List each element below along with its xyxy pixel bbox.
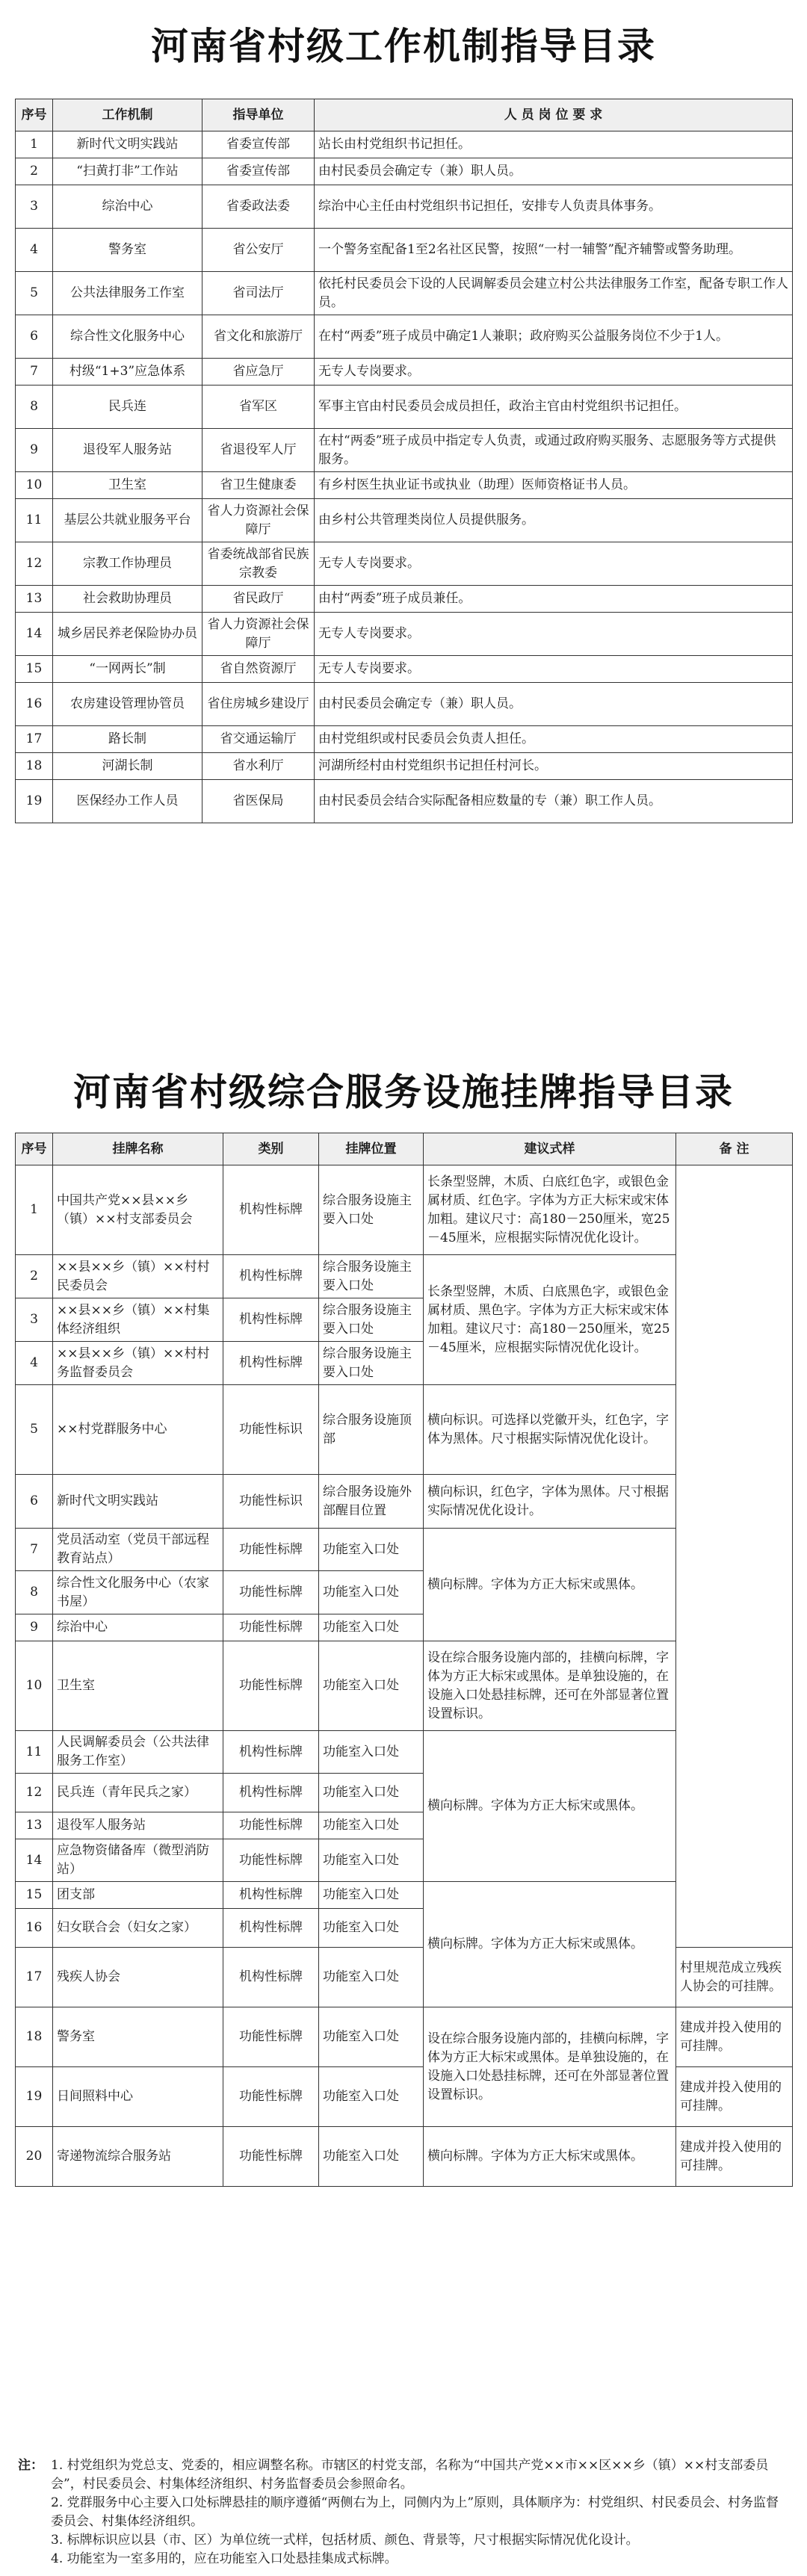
mechanism-name: 社会救助协理员 bbox=[53, 586, 202, 613]
sign-name: 退役军人服务站 bbox=[53, 1812, 223, 1839]
mechanism-name: 基层公共就业服务平台 bbox=[53, 499, 202, 542]
sign-category: 功能性标牌 bbox=[223, 2007, 319, 2067]
table-row bbox=[16, 1165, 793, 1255]
guiding-unit: 省应急厅 bbox=[202, 359, 315, 386]
table-row bbox=[16, 542, 793, 586]
header2-no: 序号 bbox=[16, 1133, 53, 1165]
sign-position: 功能室入口处 bbox=[319, 2127, 424, 2187]
staff-requirement: 无专人专岗要求。 bbox=[315, 613, 793, 656]
staff-requirement: 由村民委员会结合实际配备相应数量的专（兼）职工作人员。 bbox=[315, 780, 793, 823]
sign-name: 综合性文化服务中心（农家书屋） bbox=[53, 1571, 223, 1614]
row-number: 16 bbox=[16, 1909, 53, 1948]
mechanism-name: 警务室 bbox=[53, 229, 202, 272]
header2-category: 类别 bbox=[223, 1133, 319, 1165]
guiding-unit: 省委政法委 bbox=[202, 185, 315, 229]
staff-requirement: 有乡村医生执业证书或执业（助理）医师资格证书人员。 bbox=[315, 472, 793, 499]
table-row bbox=[16, 315, 793, 359]
guiding-unit: 省水利厅 bbox=[202, 753, 315, 780]
sign-position: 综合服务设施主要入口处 bbox=[319, 1255, 424, 1298]
remark-cell: 建成并投入使用的可挂牌。 bbox=[676, 2127, 793, 2187]
staff-requirement: 由村民委员会确定专（兼）职人员。 bbox=[315, 683, 793, 726]
sign-category: 功能性标牌 bbox=[223, 1614, 319, 1641]
sign-position: 综合服务设施主要入口处 bbox=[319, 1298, 424, 1342]
row-number: 2 bbox=[16, 1255, 53, 1298]
row-number: 5 bbox=[16, 272, 53, 315]
staff-requirement: 一个警务室配备1至2名社区民警，按照“一村一辅警”配齐辅警或警务助理。 bbox=[315, 229, 793, 272]
header-mechanism: 工作机制 bbox=[53, 99, 202, 131]
sign-name: 团支部 bbox=[53, 1882, 223, 1909]
notes-section bbox=[18, 2456, 788, 2569]
row-number: 13 bbox=[16, 586, 53, 613]
row-number: 5 bbox=[16, 1385, 53, 1475]
guiding-unit: 省文化和旅游厅 bbox=[202, 315, 315, 359]
table-row bbox=[16, 780, 793, 823]
guiding-unit: 省医保局 bbox=[202, 780, 315, 823]
mechanism-name: 城乡居民养老保险协办员 bbox=[53, 613, 202, 656]
staff-requirement: 军事主官由村民委员会成员担任，政治主官由村党组织书记担任。 bbox=[315, 386, 793, 429]
sign-name: 日间照料中心 bbox=[53, 2067, 223, 2127]
guiding-unit: 省人力资源社会保障厅 bbox=[202, 499, 315, 542]
sign-name: 中国共产党××县××乡（镇）××村支部委员会 bbox=[53, 1165, 223, 1255]
sign-name: 妇女联合会（妇女之家） bbox=[53, 1909, 223, 1948]
notes-label: 注： bbox=[18, 2458, 43, 2473]
sign-category: 功能性标牌 bbox=[223, 2127, 319, 2187]
note-text: 1. 村党组织为党总支、党委的，相应调整名称。市辖区的村党支部，名称为“中国共产党××市××区××乡（镇）××村支部委员会”，村民委员会、村集体经济组织、村务监督委员会参照命名。 bbox=[51, 2458, 769, 2492]
row-number: 17 bbox=[16, 726, 53, 753]
table-row bbox=[16, 656, 793, 683]
sign-position: 综合服务设施主要入口处 bbox=[319, 1342, 424, 1385]
table-row bbox=[16, 359, 793, 386]
guiding-unit: 省住房城乡建设厅 bbox=[202, 683, 315, 726]
work-mechanism-table bbox=[15, 99, 793, 823]
row-number: 4 bbox=[16, 1342, 53, 1385]
remark-cell: 村里规范成立残疾人协会的可挂牌。 bbox=[676, 1948, 793, 2007]
table-row bbox=[16, 386, 793, 429]
table-row bbox=[16, 229, 793, 272]
sign-category: 机构性标牌 bbox=[223, 1882, 319, 1909]
sign-category: 机构性标牌 bbox=[223, 1731, 319, 1774]
staff-requirement: 由乡村公共管理类岗位人员提供服务。 bbox=[315, 499, 793, 542]
row-number: 14 bbox=[16, 613, 53, 656]
table1-header-row bbox=[16, 99, 793, 131]
sign-category: 功能性标牌 bbox=[223, 1839, 319, 1882]
note-item bbox=[18, 2456, 788, 2494]
header-no: 序号 bbox=[16, 99, 53, 131]
sign-category: 机构性标牌 bbox=[223, 1255, 319, 1298]
table-row bbox=[16, 2007, 793, 2067]
row-number: 10 bbox=[16, 472, 53, 499]
row-number: 15 bbox=[16, 656, 53, 683]
guiding-unit: 省交通运输厅 bbox=[202, 726, 315, 753]
table-row bbox=[16, 613, 793, 656]
sign-position: 功能室入口处 bbox=[319, 1529, 424, 1571]
sign-name: 警务室 bbox=[53, 2007, 223, 2067]
mechanism-name: “一网两长”制 bbox=[53, 656, 202, 683]
guiding-unit: 省委统战部省民族宗教委 bbox=[202, 542, 315, 586]
table-row bbox=[16, 586, 793, 613]
suggested-style: 横向标牌。字体为方正大标宋或黑体。 bbox=[424, 1882, 676, 2007]
row-number: 18 bbox=[16, 2007, 53, 2067]
staff-requirement: 站长由村党组织书记担任。 bbox=[315, 131, 793, 158]
sign-name: 人民调解委员会（公共法律服务工作室） bbox=[53, 1731, 223, 1774]
header2-remark: 备 注 bbox=[676, 1133, 793, 1165]
sign-category: 机构性标牌 bbox=[223, 1165, 319, 1255]
table-row bbox=[16, 185, 793, 229]
suggested-style: 横向标牌。字体为方正大标宋或黑体。 bbox=[424, 2127, 676, 2187]
sign-name: 民兵连（青年民兵之家） bbox=[53, 1774, 223, 1812]
suggested-style: 设在综合服务设施内部的，挂横向标牌，字体为方正大标宋或黑体。是单独设施的，在设施入口处悬挂标牌，还可在外部显著位置设置标识。 bbox=[424, 2007, 676, 2127]
sign-name: 卫生室 bbox=[53, 1641, 223, 1731]
sign-position: 功能室入口处 bbox=[319, 1909, 424, 1948]
row-number: 17 bbox=[16, 1948, 53, 2007]
row-number: 1 bbox=[16, 131, 53, 158]
mechanism-name: 综治中心 bbox=[53, 185, 202, 229]
mechanism-name: 卫生室 bbox=[53, 472, 202, 499]
staff-requirement: 综治中心主任由村党组织书记担任，安排专人负责具体事务。 bbox=[315, 185, 793, 229]
suggested-style: 长条型竖牌，木质、白底红色字，或银色金属材质、红色字。字体为方正大标宋或宋体加粗。建议尺寸：高180－250厘米，宽25－45厘米，应根据实际情况优化设计。 bbox=[424, 1165, 676, 1255]
row-number: 2 bbox=[16, 158, 53, 185]
row-number: 7 bbox=[16, 359, 53, 386]
sign-position: 功能室入口处 bbox=[319, 1812, 424, 1839]
mechanism-name: 路长制 bbox=[53, 726, 202, 753]
sign-name: 新时代文明实践站 bbox=[53, 1475, 223, 1529]
guiding-unit: 省公安厅 bbox=[202, 229, 315, 272]
sign-name: 综治中心 bbox=[53, 1614, 223, 1641]
sign-position: 功能室入口处 bbox=[319, 1882, 424, 1909]
guiding-unit: 省军区 bbox=[202, 386, 315, 429]
guiding-unit: 省退役军人厅 bbox=[202, 429, 315, 472]
sign-category: 功能性标牌 bbox=[223, 1641, 319, 1731]
suggested-style: 设在综合服务设施内部的，挂横向标牌，字体为方正大标宋或黑体。是单独设施的，在设施入口处悬挂标牌，还可在外部显著位置设置标识。 bbox=[424, 1641, 676, 1731]
sign-category: 机构性标牌 bbox=[223, 1774, 319, 1812]
row-number: 7 bbox=[16, 1529, 53, 1571]
sign-name: 应急物资储备库（微型消防站） bbox=[53, 1839, 223, 1882]
suggested-style: 横向标牌。字体为方正大标宋或黑体。 bbox=[424, 1731, 676, 1882]
row-number: 13 bbox=[16, 1812, 53, 1839]
sign-name: ××村党群服务中心 bbox=[53, 1385, 223, 1475]
sign-category: 功能性标牌 bbox=[223, 1571, 319, 1614]
table-row bbox=[16, 499, 793, 542]
table-row bbox=[16, 753, 793, 780]
row-number: 16 bbox=[16, 683, 53, 726]
guiding-unit: 省委宣传部 bbox=[202, 158, 315, 185]
sign-category: 功能性标识 bbox=[223, 1385, 319, 1475]
guiding-unit: 省人力资源社会保障厅 bbox=[202, 613, 315, 656]
header2-name: 挂牌名称 bbox=[53, 1133, 223, 1165]
row-number: 19 bbox=[16, 2067, 53, 2127]
table-row bbox=[16, 158, 793, 185]
table-row bbox=[16, 2067, 793, 2127]
row-number: 9 bbox=[16, 429, 53, 472]
sign-position: 功能室入口处 bbox=[319, 1731, 424, 1774]
sign-category: 机构性标牌 bbox=[223, 1298, 319, 1342]
table1-title: 河南省村级工作机制指导目录 bbox=[151, 25, 656, 68]
note-item: 4. 功能室为一室多用的，应在功能室入口处悬挂集成式标牌。 bbox=[51, 2551, 398, 2566]
suggested-style: 长条型竖牌，木质、白底黑色字，或银色金属材质、黑色字。字体为方正大标宋或宋体加粗。建议尺寸：高180－250厘米，宽25－45厘米，应根据实际情况优化设计。 bbox=[424, 1255, 676, 1385]
table-row bbox=[16, 2127, 793, 2187]
mechanism-name: 河湖长制 bbox=[53, 753, 202, 780]
sign-category: 功能性标牌 bbox=[223, 1812, 319, 1839]
sign-name: ××县××乡（镇）××村集体经济组织 bbox=[53, 1298, 223, 1342]
row-number: 15 bbox=[16, 1882, 53, 1909]
header-requirement: 人 员 岗 位 要 求 bbox=[315, 99, 793, 131]
row-number: 10 bbox=[16, 1641, 53, 1731]
staff-requirement: 依托村民委员会下设的人民调解委员会建立村公共法律服务工作室，配备专职工作人员。 bbox=[315, 272, 793, 315]
header2-position: 挂牌位置 bbox=[319, 1133, 424, 1165]
sign-category: 功能性标牌 bbox=[223, 2067, 319, 2127]
suggested-style: 横向标牌。字体为方正大标宋或黑体。 bbox=[424, 1529, 676, 1641]
sign-name: ××县××乡（镇）××村村务监督委员会 bbox=[53, 1342, 223, 1385]
staff-requirement: 河湖所经村由村党组织书记担任村河长。 bbox=[315, 753, 793, 780]
staff-requirement: 无专人专岗要求。 bbox=[315, 359, 793, 386]
table-row bbox=[16, 272, 793, 315]
sign-position: 功能室入口处 bbox=[319, 2067, 424, 2127]
table-row bbox=[16, 429, 793, 472]
sign-position: 功能室入口处 bbox=[319, 1839, 424, 1882]
table-row bbox=[16, 472, 793, 499]
mechanism-name: 退役军人服务站 bbox=[53, 429, 202, 472]
sign-category: 机构性标牌 bbox=[223, 1948, 319, 2007]
sign-category: 功能性标识 bbox=[223, 1475, 319, 1529]
guiding-unit: 省委宣传部 bbox=[202, 131, 315, 158]
row-number: 8 bbox=[16, 386, 53, 429]
mechanism-name: 新时代文明实践站 bbox=[53, 131, 202, 158]
row-number: 4 bbox=[16, 229, 53, 272]
row-number: 18 bbox=[16, 753, 53, 780]
staff-requirement: 由村“两委”班子成员兼任。 bbox=[315, 586, 793, 613]
staff-requirement: 由村党组织或村民委员会负责人担任。 bbox=[315, 726, 793, 753]
row-number: 3 bbox=[16, 185, 53, 229]
row-number: 3 bbox=[16, 1298, 53, 1342]
table-row bbox=[16, 683, 793, 726]
table-row bbox=[16, 1948, 793, 2007]
note-item: 2. 党群服务中心主要入口处标牌悬挂的顺序遵循“两侧右为上，同侧内为上”原则，具体顺序为：村党组织、村民委员会、村务监督委员会、村集体经济组织。 bbox=[51, 2495, 779, 2529]
staff-requirement: 在村“两委”班子成员中确定1人兼职；政府购买公益服务岗位不少于1人。 bbox=[315, 315, 793, 359]
sign-position: 综合服务设施外部醒目位置 bbox=[319, 1475, 424, 1529]
sign-position: 综合服务设施顶部 bbox=[319, 1385, 424, 1475]
mechanism-name: “扫黄打非”工作站 bbox=[53, 158, 202, 185]
row-number: 11 bbox=[16, 499, 53, 542]
sign-name: 寄递物流综合服务站 bbox=[53, 2127, 223, 2187]
remark-cell bbox=[676, 1165, 793, 1948]
row-number: 20 bbox=[16, 2127, 53, 2187]
row-number: 19 bbox=[16, 780, 53, 823]
table2-header-row bbox=[16, 1133, 793, 1165]
note-item: 3. 标牌标识应以县（市、区）为单位统一式样，包括材质、颜色、背景等，尺寸根据实际情况优化设计。 bbox=[51, 2533, 639, 2548]
row-number: 12 bbox=[16, 542, 53, 586]
sign-category: 机构性标牌 bbox=[223, 1909, 319, 1948]
table-row bbox=[16, 131, 793, 158]
guiding-unit: 省民政厅 bbox=[202, 586, 315, 613]
sign-position: 综合服务设施主要入口处 bbox=[319, 1165, 424, 1255]
remark-cell: 建成并投入使用的可挂牌。 bbox=[676, 2007, 793, 2067]
guiding-unit: 省司法厅 bbox=[202, 272, 315, 315]
mechanism-name: 公共法律服务工作室 bbox=[53, 272, 202, 315]
row-number: 12 bbox=[16, 1774, 53, 1812]
row-number: 11 bbox=[16, 1731, 53, 1774]
header2-style: 建议式样 bbox=[424, 1133, 676, 1165]
mechanism-name: 村级“1+3”应急体系 bbox=[53, 359, 202, 386]
staff-requirement: 由村民委员会确定专（兼）职人员。 bbox=[315, 158, 793, 185]
guiding-unit: 省卫生健康委 bbox=[202, 472, 315, 499]
row-number: 6 bbox=[16, 1475, 53, 1529]
staff-requirement: 无专人专岗要求。 bbox=[315, 542, 793, 586]
suggested-style: 横向标识。可选择以党徽开头，红色字，字体为黑体。尺寸根据实际情况优化设计。 bbox=[424, 1385, 676, 1475]
staff-requirement: 在村“两委”班子成员中指定专人负责，或通过政府购买服务、志愿服务等方式提供服务。 bbox=[315, 429, 793, 472]
table2-title: 河南省村级综合服务设施挂牌指导目录 bbox=[73, 1071, 734, 1114]
sign-name: ××县××乡（镇）××村村民委员会 bbox=[53, 1255, 223, 1298]
remark-cell: 建成并投入使用的可挂牌。 bbox=[676, 2067, 793, 2127]
sign-position: 功能室入口处 bbox=[319, 1571, 424, 1614]
sign-name: 残疾人协会 bbox=[53, 1948, 223, 2007]
mechanism-name: 医保经办工作人员 bbox=[53, 780, 202, 823]
header-unit: 指导单位 bbox=[202, 99, 315, 131]
signage-table bbox=[15, 1133, 793, 2187]
sign-position: 功能室入口处 bbox=[319, 1948, 424, 2007]
sign-category: 机构性标牌 bbox=[223, 1342, 319, 1385]
mechanism-name: 民兵连 bbox=[53, 386, 202, 429]
row-number: 14 bbox=[16, 1839, 53, 1882]
staff-requirement: 无专人专岗要求。 bbox=[315, 656, 793, 683]
sign-position: 功能室入口处 bbox=[319, 1641, 424, 1731]
row-number: 6 bbox=[16, 315, 53, 359]
sign-category: 功能性标牌 bbox=[223, 1529, 319, 1571]
mechanism-name: 宗教工作协理员 bbox=[53, 542, 202, 586]
suggested-style: 横向标识，红色字，字体为黑体。尺寸根据实际情况优化设计。 bbox=[424, 1475, 676, 1529]
sign-position: 功能室入口处 bbox=[319, 2007, 424, 2067]
mechanism-name: 农房建设管理协管员 bbox=[53, 683, 202, 726]
mechanism-name: 综合性文化服务中心 bbox=[53, 315, 202, 359]
row-number: 1 bbox=[16, 1165, 53, 1255]
table-row bbox=[16, 726, 793, 753]
row-number: 9 bbox=[16, 1614, 53, 1641]
sign-name: 党员活动室（党员干部远程教育站点） bbox=[53, 1529, 223, 1571]
row-number: 8 bbox=[16, 1571, 53, 1614]
sign-position: 功能室入口处 bbox=[319, 1614, 424, 1641]
guiding-unit: 省自然资源厅 bbox=[202, 656, 315, 683]
sign-position: 功能室入口处 bbox=[319, 1774, 424, 1812]
